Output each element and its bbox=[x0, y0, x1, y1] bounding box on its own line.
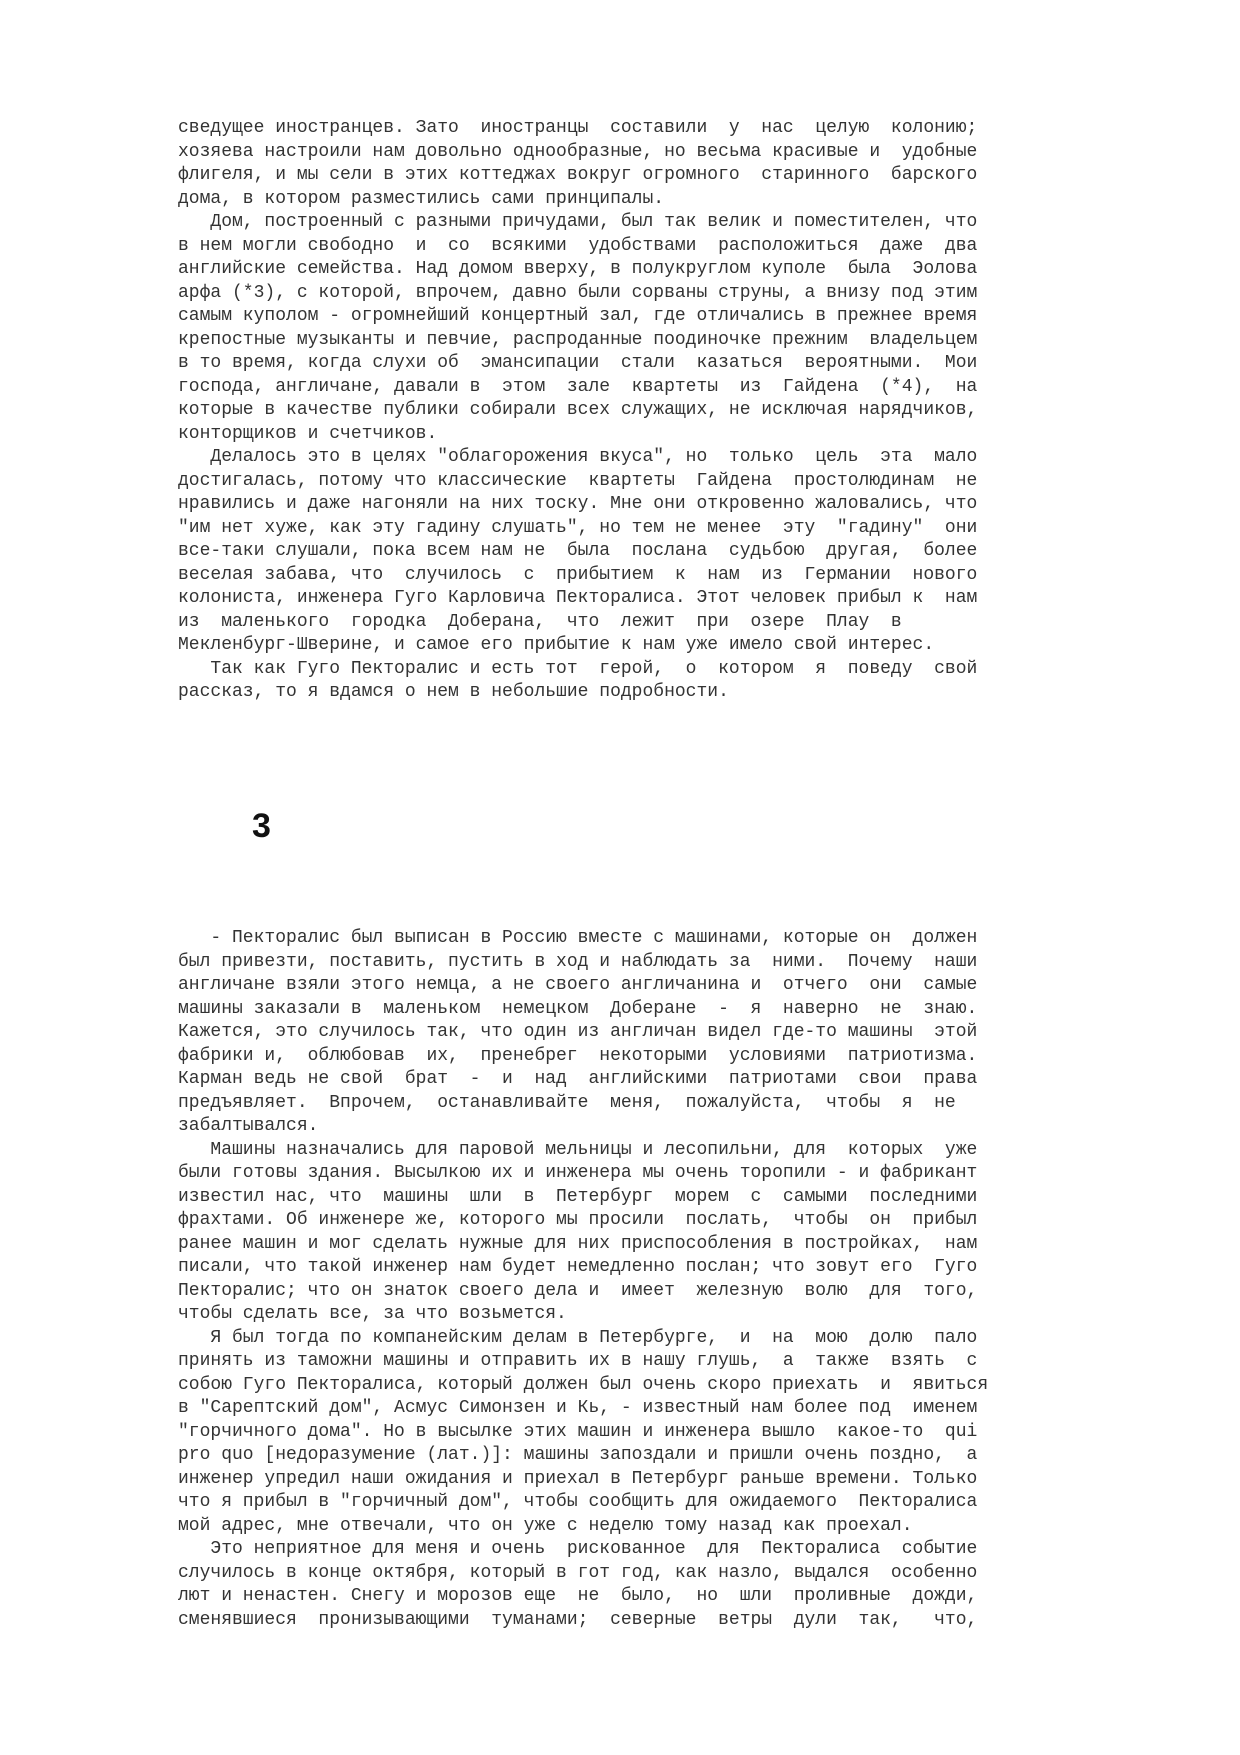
text-line: рассказ, то я вдамся о нем в небольшие подробности. bbox=[178, 682, 729, 702]
text-line: что я прибыл в "горчичный дом", чтобы сообщить для ожидаемого Пекторалиса bbox=[178, 1492, 978, 1512]
text-line: хозяева настроили нам довольно однообразные, но весьма красивые и удобные bbox=[178, 141, 978, 162]
text-line: Мекленбург-Шверине, и самое его прибытие к нам уже имело свой интерес. bbox=[178, 635, 935, 655]
text-line: были готовы здания. Высылкою их и инженера мы очень торопили - и фабрикант bbox=[178, 1163, 978, 1183]
text-line: в "Сарептский дом", Асмус Симонзен и Кь, - известный нам более под именем bbox=[178, 1398, 978, 1418]
text-block-before-chapter bbox=[178, 117, 1108, 705]
text-line: дома, в котором разместились сами принципалы. bbox=[178, 188, 665, 209]
text-line: собою Гуго Пекторалиса, который должен был очень скоро приехать и явиться bbox=[178, 1374, 989, 1395]
text-line: господа, англичане, давали в этом зале квартеты из Гайдена (*4), на bbox=[178, 376, 978, 397]
text-line: которые в качестве публики собирали всех служащих, не исключая нарядчиков, bbox=[178, 400, 978, 420]
text-line: чтобы сделать все, за что возьмется. bbox=[178, 1304, 567, 1324]
text-line: конторщиков и счетчиков. bbox=[178, 423, 438, 444]
text-line: принять из таможни машины и отправить их в нашу глушь, а также взять с bbox=[178, 1351, 978, 1371]
text-line: достигалась, потому что классические квартеты Гайдена простолюдинам не bbox=[178, 470, 978, 491]
text-line: фабрики и, облюбовав их, пренебрег некоторыми условиями патриотизма. bbox=[178, 1045, 978, 1066]
text-line: нравились и даже нагоняли на них тоску. Мне они откровенно жаловались, что bbox=[178, 494, 978, 514]
text-line: сменявшиеся пронизывающими туманами; северные ветры дули так, что, bbox=[178, 1609, 978, 1630]
text-line: лют и ненастен. Снегу и морозов еще не было, но шли проливные дожди, bbox=[178, 1586, 978, 1606]
text-line: Пекторалис; что он знаток своего дела и имеет железную волю для того, bbox=[178, 1280, 978, 1301]
text-line: известил нас, что машины шли в Петербург морем с самыми последними bbox=[178, 1186, 978, 1207]
text-line: Дом, построенный с разными причудами, был так велик и поместителен, что bbox=[178, 212, 978, 232]
text-line: Я был тогда по компанейским делам в Петербурге, и на мою долю пало bbox=[178, 1327, 978, 1348]
text-line: "горчичного дома". Но в высылке этих машин и инженера вышло какое-то qui bbox=[178, 1421, 978, 1442]
text-line: самым куполом - огромнейший концертный зал, где отличались в прежнее время bbox=[178, 306, 978, 326]
text-line: предъявляет. Впрочем, останавливайте меня, пожалуйста, чтобы я не bbox=[178, 1092, 956, 1113]
text-line: англичане взяли этого немца, а не своего англичанина и отчего они самые bbox=[178, 975, 978, 995]
text-line: Это неприятное для меня и очень рискованное для Пекторалиса событие bbox=[178, 1539, 978, 1559]
text-line: писали, что такой инженер нам будет немедленно послан; что зовут его Гуго bbox=[178, 1257, 978, 1277]
text-line: машины заказали в маленьком немецком Доберане - я наверно не знаю. bbox=[178, 998, 978, 1019]
text-line: в нем могли свободно и со всякими удобствами расположиться даже два bbox=[178, 235, 978, 256]
text-line: "им нет хуже, как эту гадину слушать", но тем не менее эту "гадину" они bbox=[178, 517, 978, 538]
text-line: Карман ведь не свой брат - и над английскими патриотами свои права bbox=[178, 1069, 978, 1089]
text-line: крепостные музыканты и певчие, распроданные поодиночке прежним владельцем bbox=[178, 329, 978, 350]
text-line: из маленького городка Доберана, что лежит при озере Плау в bbox=[178, 611, 902, 632]
text-line: английские семейства. Над домом вверху, в полукруглом куполе была Эолова bbox=[178, 259, 978, 279]
text-line: забалтывался. bbox=[178, 1116, 319, 1136]
text-line: инженер упредил наши ожидания и приехал в Петербург раньше времени. Только bbox=[178, 1468, 978, 1489]
text-line: был привезти, поставить, пустить в ход и наблюдать за ними. Почему наши bbox=[178, 951, 978, 972]
text-line: фрахтами. Об инженере же, которого мы просили послать, чтобы он прибыл bbox=[178, 1210, 978, 1230]
text-line: флигеля, и мы сели в этих коттеджах вокруг огромного старинного барского bbox=[178, 165, 978, 185]
text-line: случилось в конце октября, который в гот год, как назло, выдался особенно bbox=[178, 1562, 978, 1583]
text-line: веселая забава, что случилось с прибытием к нам из Германии нового bbox=[178, 564, 978, 585]
text-line: все-таки слушали, пока всем нам не была послана судьбою другая, более bbox=[178, 541, 978, 561]
text-line: в то время, когда слухи об эмансипации стали казаться вероятными. Мои bbox=[178, 353, 978, 373]
text-line: - Пекторалис был выписан в Россию вместе с машинами, которые он должен bbox=[178, 928, 978, 948]
text-line: Машины назначались для паровой мельницы и лесопильни, для которых уже bbox=[178, 1139, 978, 1160]
text-line: ранее машин и мог сделать нужные для них приспособления в постройках, нам bbox=[178, 1233, 978, 1254]
text-line: Кажется, это случилось так, что один из англичан видел где-то машины этой bbox=[178, 1022, 978, 1042]
text-line: мой адрес, мне отвечали, что он уже с неделю тому назад как проехал. bbox=[178, 1515, 913, 1536]
text-line: сведущее иностранцев. Зато иностранцы составили у нас целую колонию; bbox=[178, 118, 978, 138]
text-line: Так как Гуго Пекторалис и есть тот герой, о котором я поведу свой bbox=[178, 658, 978, 679]
chapter-number: 3 bbox=[252, 807, 271, 845]
text-block-chapter-3 bbox=[178, 927, 1108, 1632]
text-line: арфа (*3), с которой, впрочем, давно были сорваны струны, а внизу под этим bbox=[178, 282, 978, 303]
text-line: pro quo [недоразумение (лат.)]: машины запоздали и пришли очень поздно, а bbox=[178, 1445, 978, 1465]
text-line: колониста, инженера Гуго Карловича Пекторалиса. Этот человек прибыл к нам bbox=[178, 588, 978, 608]
text-line: Делалось это в целях "облагорожения вкуса", но только цель эта мало bbox=[178, 447, 978, 467]
